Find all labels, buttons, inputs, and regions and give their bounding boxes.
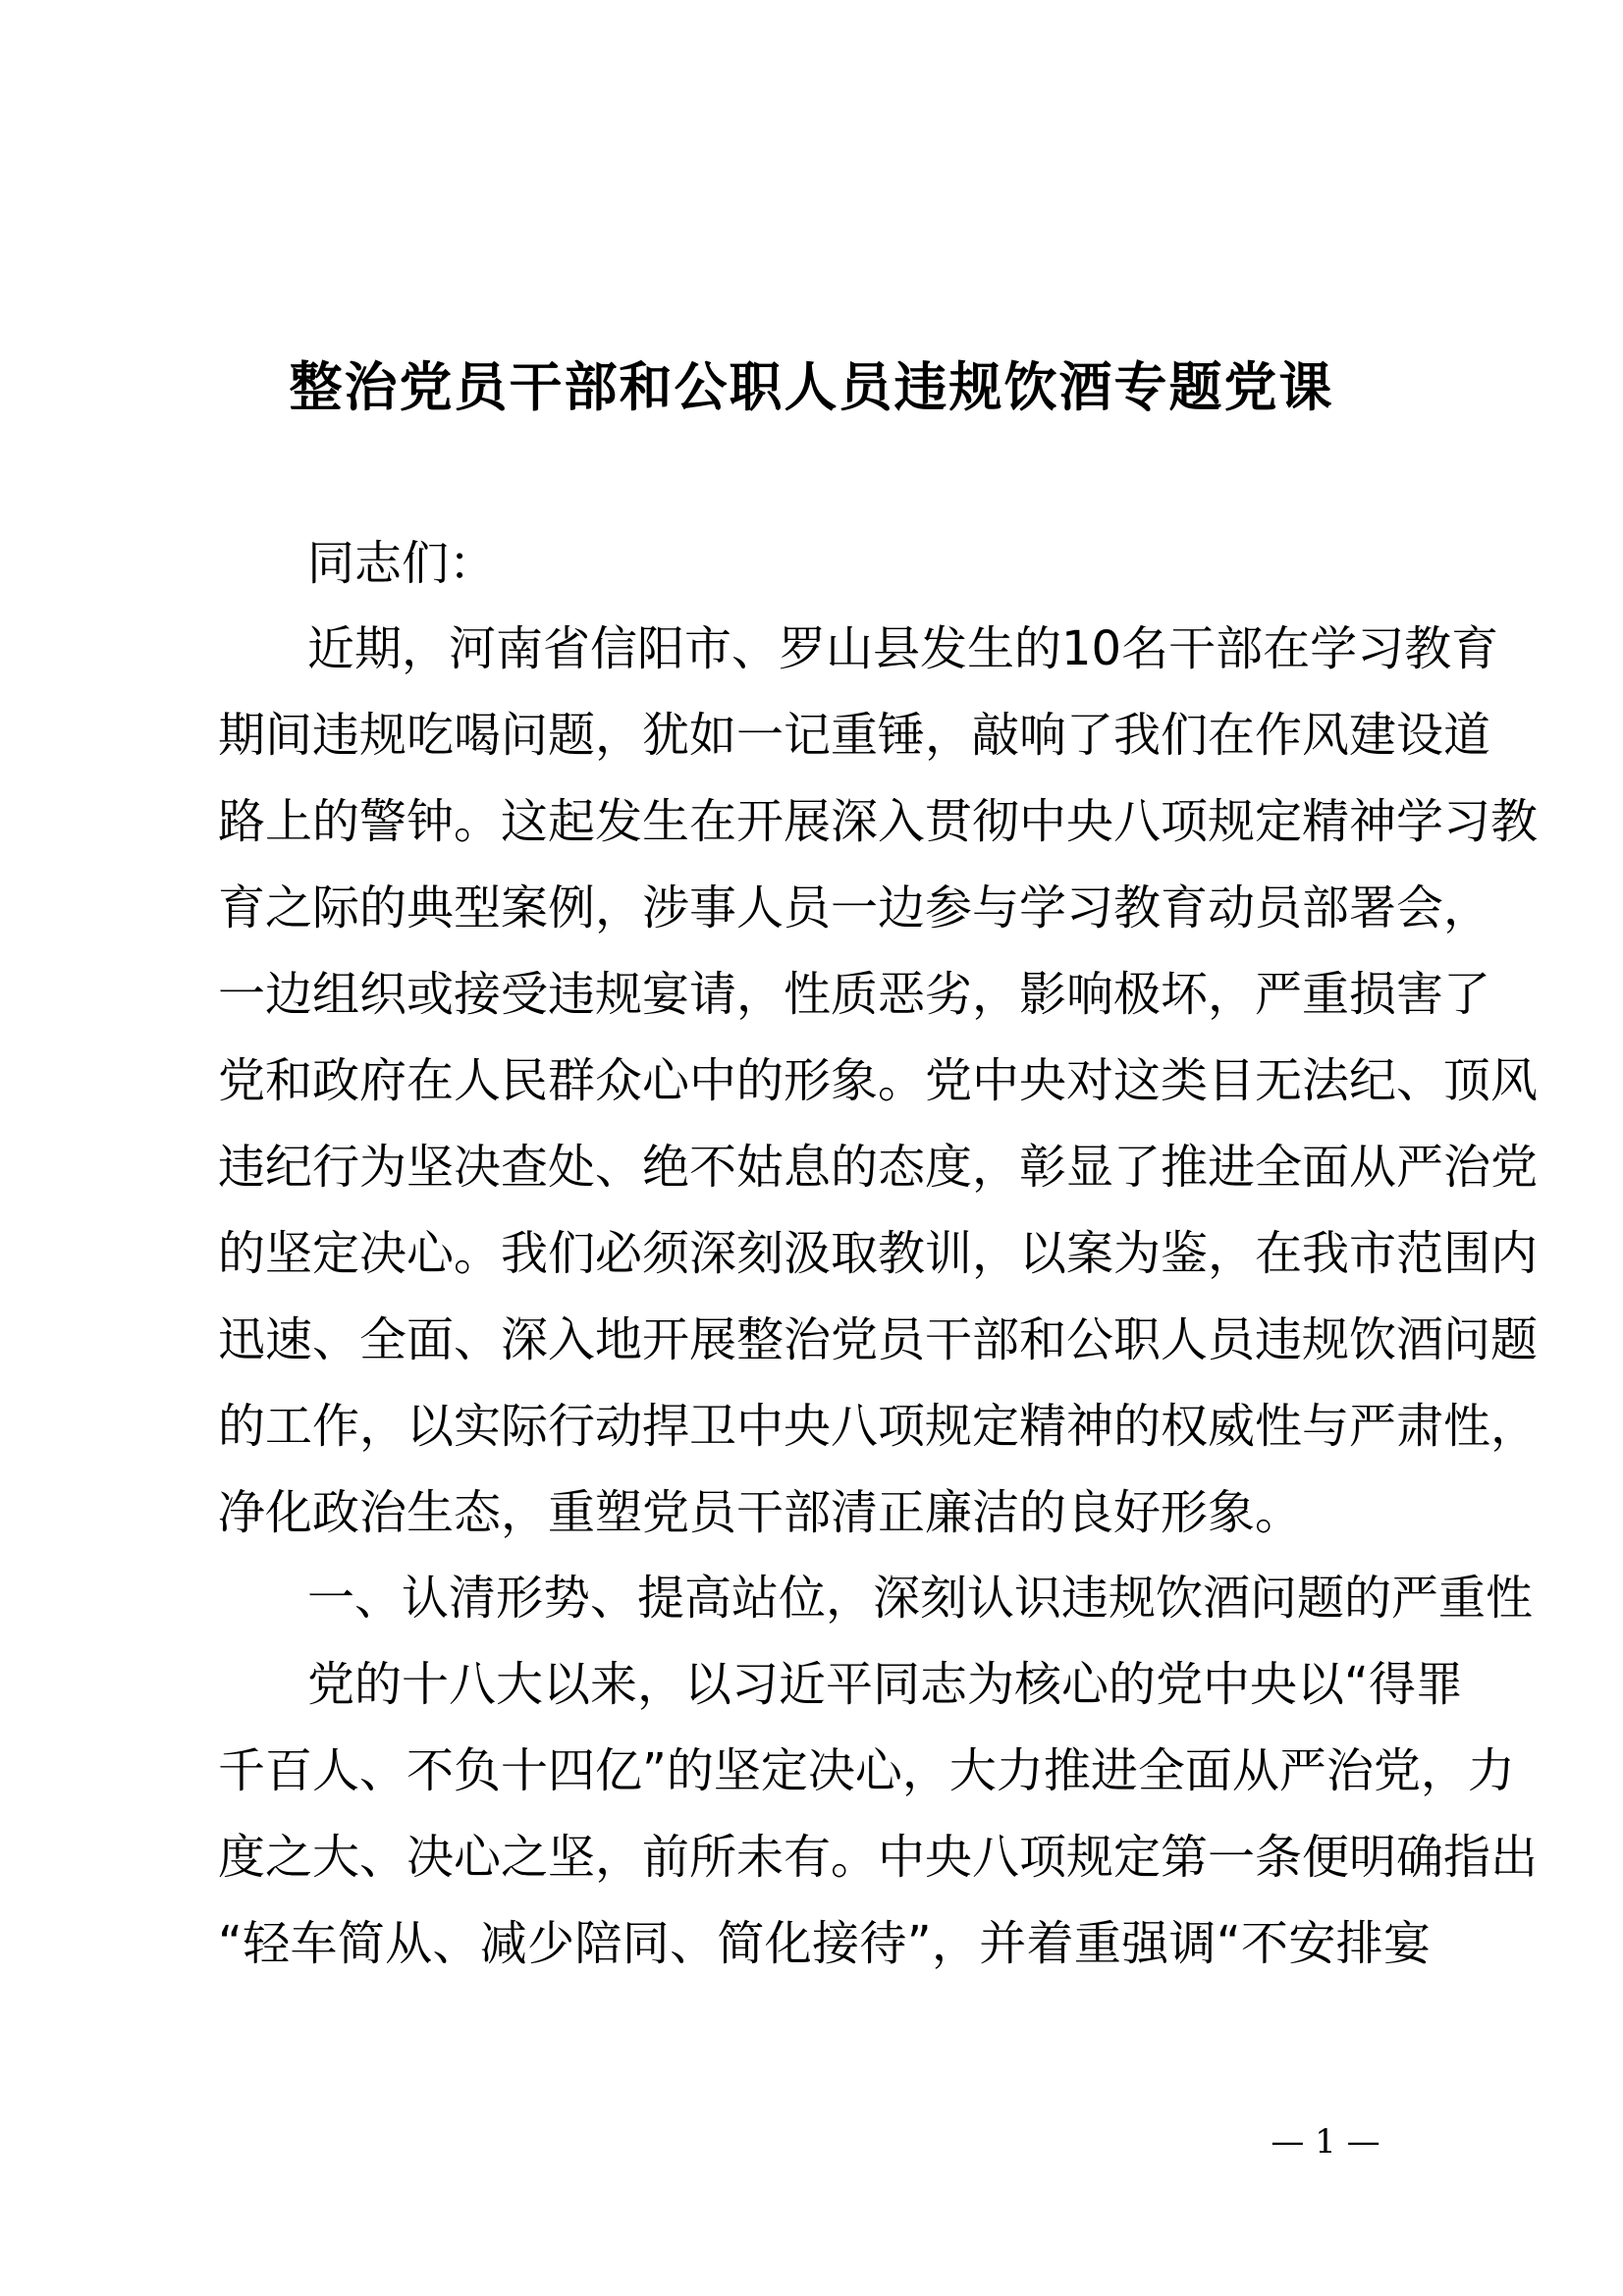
- section-heading: 一、认清形势、提高站位，深刻认识违规饮酒问题的严重性: [307, 1571, 1534, 1626]
- salutation: 同志们：: [307, 536, 497, 591]
- page-number: — 1 —: [1271, 2122, 1380, 2162]
- paragraph-line: 一边组织或接受违规宴请，性质恶劣，影响极坏，严重损害了: [218, 967, 1491, 1022]
- paragraph-line: 育之际的典型案例，涉事人员一边参与学习教育动员部署会，: [218, 881, 1491, 935]
- document-title: 整治党员干部和公职人员违规饮酒专题党课: [289, 356, 1334, 418]
- paragraph-line: 千百人、不负十四亿”的坚定决心，大力推进全面从严治党，力: [218, 1743, 1515, 1798]
- paragraph-line: 期间违规吃喝问题，犹如一记重锤，敲响了我们在作风建设道: [218, 708, 1491, 763]
- paragraph-line: “轻车简从、减少陪同、简化接待”，并着重强调“不安排宴: [218, 1916, 1431, 1971]
- paragraph-line: 党和政府在人民群众心中的形象。党中央对这类目无法纪、顶风: [218, 1053, 1539, 1108]
- paragraph-line: 违纪行为坚决查处、绝不姑息的态度，彰显了推进全面从严治党: [218, 1140, 1539, 1195]
- paragraph-line: 度之大、决心之坚，前所未有。中央八项规定第一条便明确指出: [218, 1830, 1539, 1885]
- paragraph-line: 近期，河南省信阳市、罗山县发生的10名干部在学习教育: [307, 621, 1499, 676]
- paragraph-line: 党的十八大以来，以习近平同志为核心的党中央以“得罪: [307, 1657, 1463, 1712]
- paragraph-line: 的工作，以实际行动捍卫中央八项规定精神的权威性与严肃性，: [218, 1399, 1539, 1454]
- paragraph-line: 的坚定决心。我们必须深刻汲取教训，以案为鉴，在我市范围内: [218, 1226, 1539, 1281]
- paragraph-line: 路上的警钟。这起发生在开展深入贯彻中央八项规定精神学习教: [218, 794, 1539, 849]
- paragraph-line: 迅速、全面、深入地开展整治党员干部和公职人员违规饮酒问题: [218, 1312, 1539, 1367]
- paragraph-line: 净化政治生态，重塑党员干部清正廉洁的良好形象。: [218, 1485, 1303, 1540]
